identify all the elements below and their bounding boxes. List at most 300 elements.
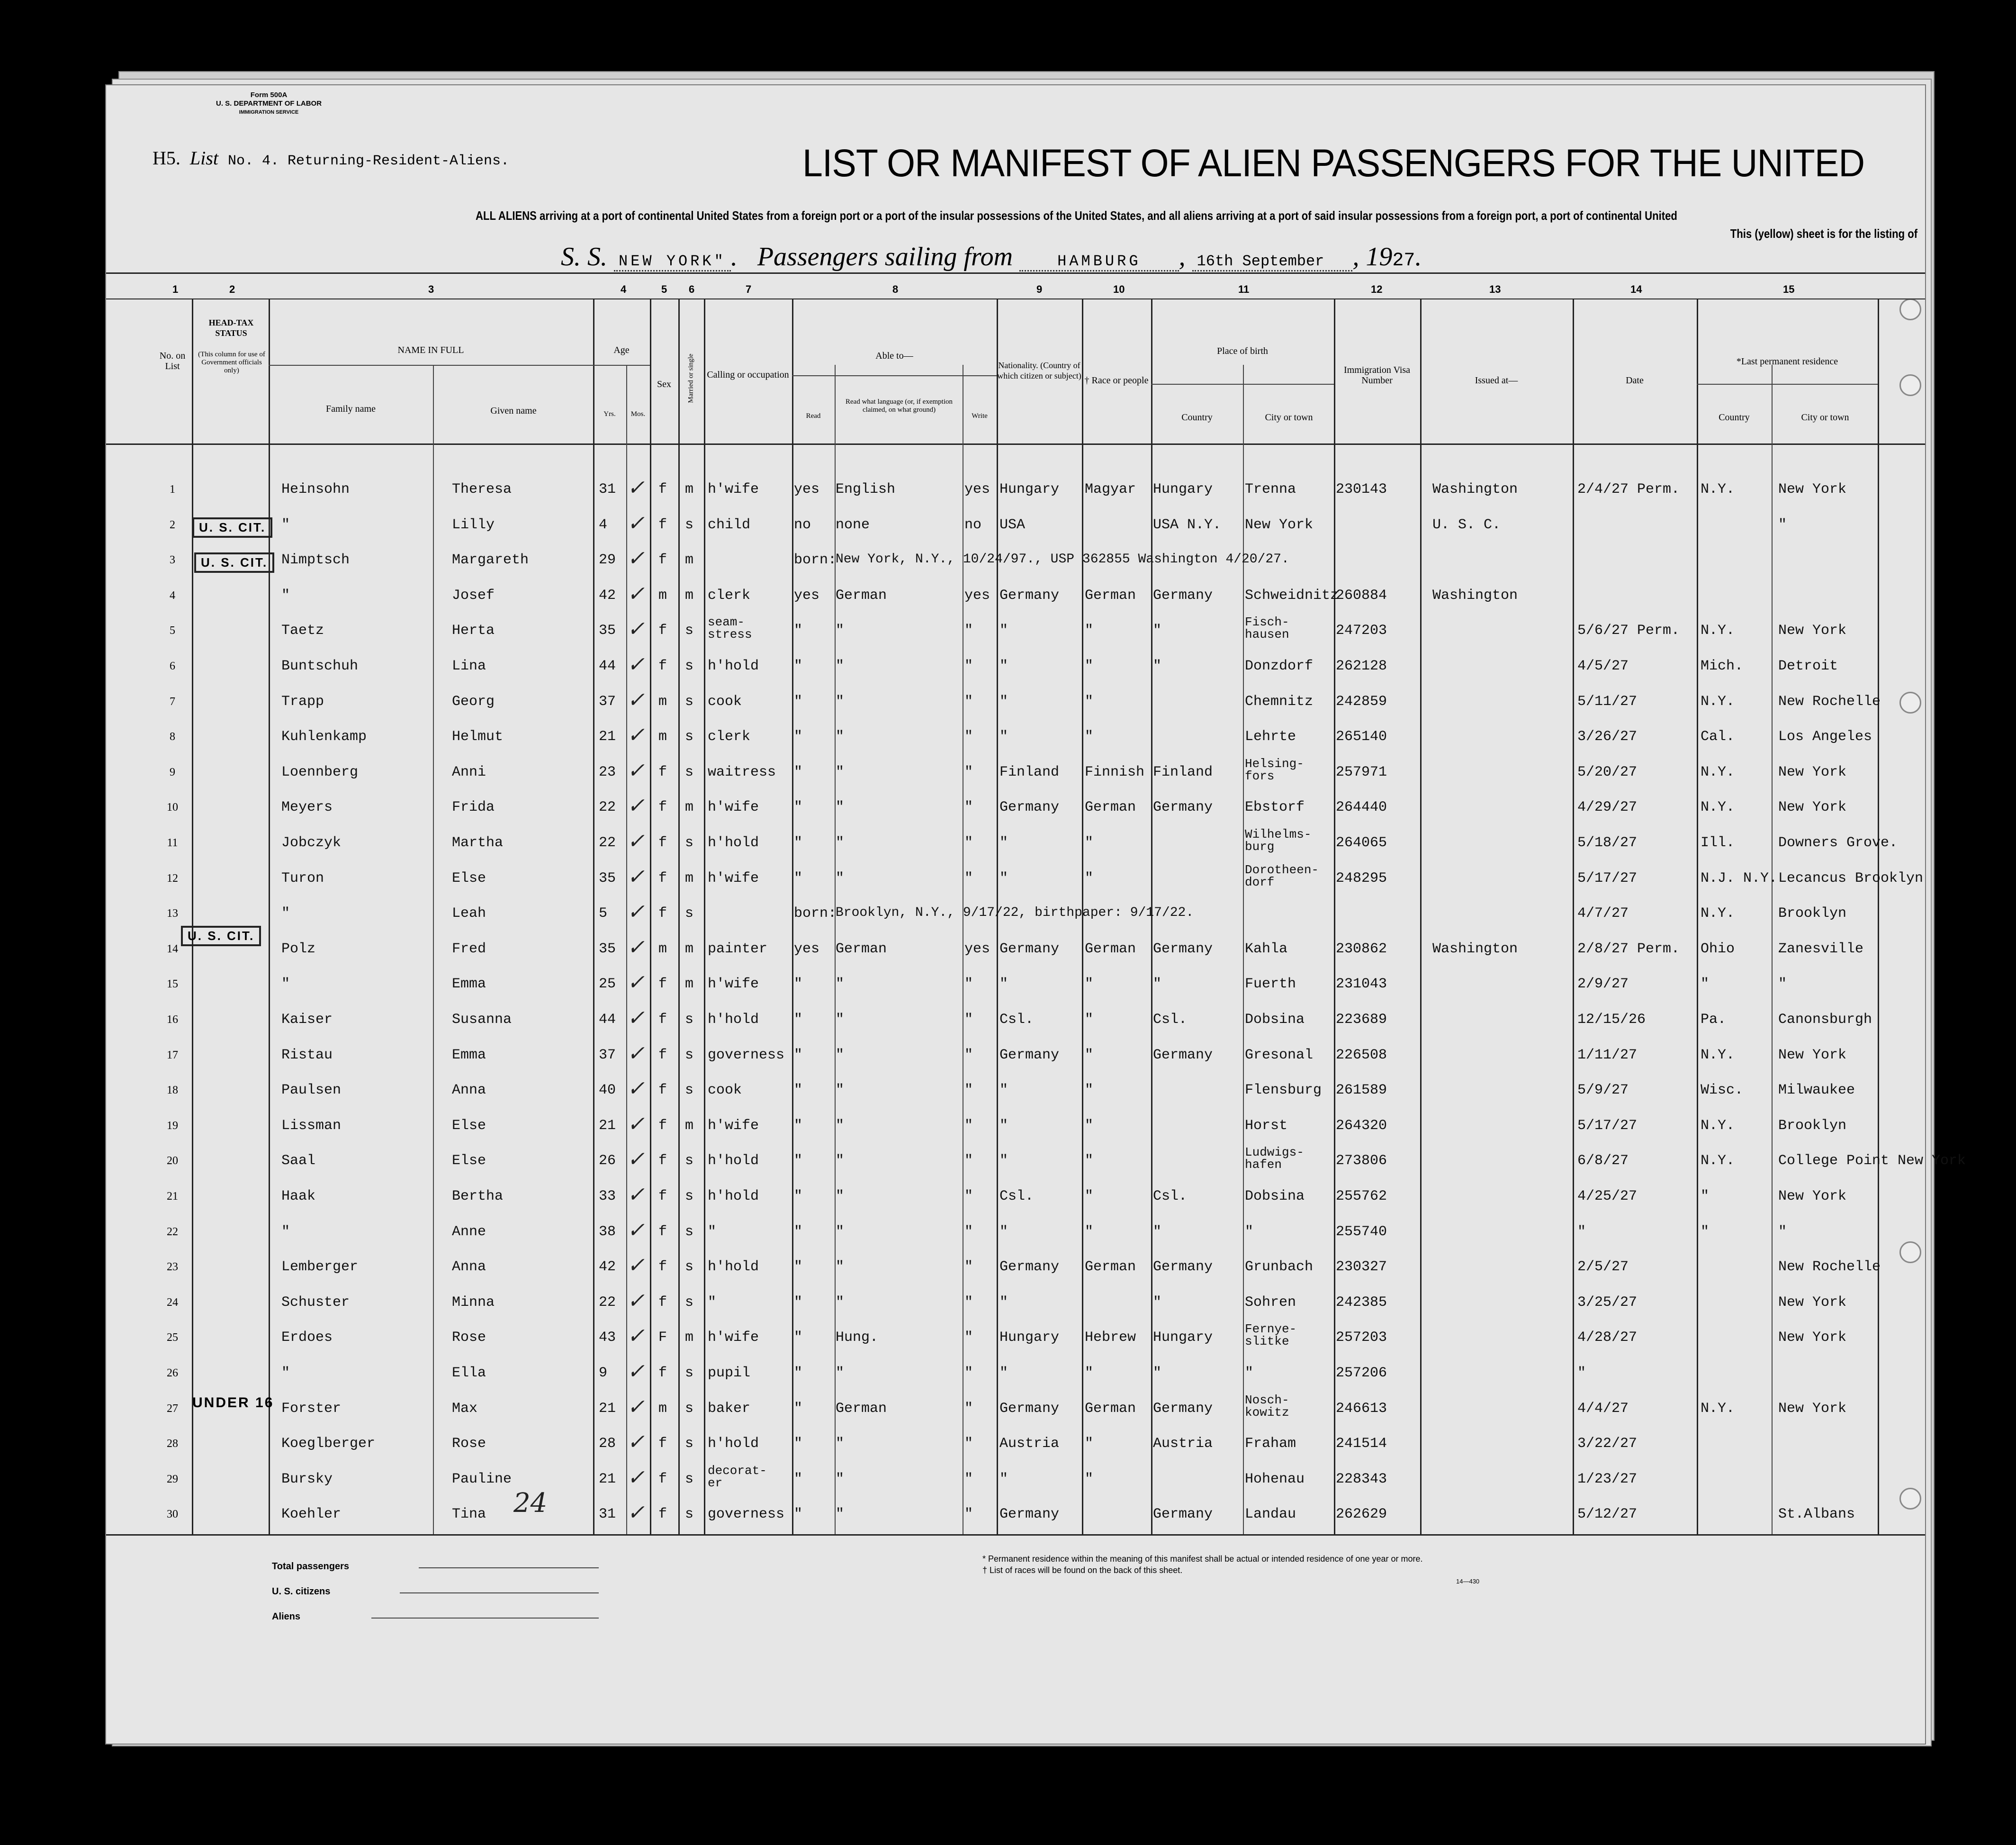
- header-write: Write: [972, 412, 988, 420]
- read-language-cell: ": [836, 976, 845, 993]
- age-cell: 33: [599, 1188, 616, 1204]
- binder-hole: [1899, 298, 1921, 320]
- visa-number-cell: 257203: [1336, 1329, 1387, 1346]
- date-cell: 2/4/27 Perm.: [1577, 481, 1680, 497]
- residence-country-cell: Ill.: [1701, 835, 1735, 851]
- check-mark-icon: ✓: [627, 1465, 645, 1490]
- age-cell: 21: [599, 1471, 616, 1487]
- visa-number-cell: 230143: [1336, 481, 1387, 497]
- row-number: 30: [167, 1508, 178, 1521]
- race-cell: ": [1085, 1188, 1094, 1204]
- visa-number-cell: 228343: [1336, 1471, 1387, 1487]
- departure-date: 16th September: [1192, 253, 1353, 271]
- write-cell: ": [964, 1259, 973, 1275]
- sex-cell: f: [658, 1365, 667, 1381]
- read-cell: ": [794, 764, 803, 780]
- write-cell: ": [964, 1471, 973, 1487]
- given-name-cell: Lina: [452, 658, 486, 674]
- visa-number-cell: 255740: [1336, 1223, 1387, 1240]
- sex-cell: F: [658, 1329, 667, 1346]
- header-issued-at: Issued at—: [1475, 375, 1518, 386]
- header-residence-city: City or town: [1801, 412, 1849, 423]
- check-mark-icon: ✓: [627, 1253, 645, 1278]
- column-rule: [192, 298, 193, 1535]
- read-language-cell: ": [836, 1506, 845, 1523]
- family-name-cell: Kuhlenkamp: [281, 729, 367, 745]
- age-cell: 29: [599, 552, 616, 569]
- sex-cell: f: [658, 976, 667, 993]
- read-cell: ": [794, 1117, 803, 1134]
- column-number: 5: [661, 283, 667, 295]
- date-cell: 4/4/27: [1577, 1400, 1629, 1417]
- write-cell: yes: [964, 587, 990, 604]
- header-place-of-birth: Place of birth: [1217, 346, 1268, 356]
- visa-number-cell: 264320: [1336, 1117, 1387, 1134]
- birth-country-cell: ": [1153, 1294, 1162, 1311]
- issued-at-cell: Washington: [1432, 481, 1518, 497]
- sex-cell: f: [658, 1259, 667, 1275]
- marital-status-cell: s: [685, 1223, 694, 1240]
- column-rule: [1697, 298, 1698, 1535]
- row-number: 11: [167, 837, 178, 849]
- write-cell: ": [964, 729, 973, 745]
- nationality-cell: ": [999, 976, 1008, 993]
- birth-city-cell: Landau: [1245, 1506, 1296, 1523]
- age-cell: 5: [599, 905, 608, 922]
- row-number: 1: [170, 483, 175, 496]
- visa-number-cell: 230327: [1336, 1259, 1387, 1275]
- birth-city-cell: Dorotheen- dorf: [1245, 862, 1319, 889]
- column-rule: [1334, 298, 1335, 1535]
- read-cell: ": [794, 1365, 803, 1381]
- marital-status-cell: s: [685, 1506, 694, 1523]
- given-name-cell: Anne: [452, 1223, 486, 1240]
- family-name-cell: Jobczyk: [281, 835, 342, 851]
- occupation-cell: ": [708, 1223, 717, 1240]
- given-name-cell: Else: [452, 870, 486, 886]
- given-name-cell: Ella: [452, 1365, 486, 1381]
- occupation-cell: child: [708, 516, 751, 533]
- header-date: Date: [1626, 375, 1644, 386]
- column-number: 6: [689, 283, 695, 295]
- binder-hole: [1899, 1488, 1921, 1510]
- date-cell: 4/29/27: [1577, 799, 1638, 816]
- row-number: 5: [170, 624, 175, 637]
- column-rule: [650, 298, 651, 1535]
- rule: [106, 1534, 1925, 1536]
- sex-cell: f: [658, 1117, 667, 1134]
- family-name-cell: Koeglberger: [281, 1436, 376, 1452]
- read-language-cell: Hung.: [836, 1329, 879, 1346]
- sex-cell: f: [658, 1294, 667, 1311]
- race-cell: German: [1085, 1259, 1136, 1275]
- residence-city-cell: St.Albans: [1778, 1506, 1855, 1523]
- residence-city-cell: Downers Grove.: [1778, 835, 1898, 851]
- family-name-cell: Ristau: [281, 1047, 333, 1063]
- check-mark-icon: ✓: [627, 829, 645, 853]
- given-name-cell: Else: [452, 1153, 486, 1169]
- read-language-cell: ": [836, 1365, 845, 1381]
- check-mark-icon: ✓: [627, 900, 645, 924]
- birth-country-cell: ": [1153, 658, 1162, 674]
- header-birth-country: Country: [1181, 412, 1213, 423]
- nationality-cell: USA: [999, 516, 1026, 533]
- rule: [792, 375, 997, 376]
- write-cell: ": [964, 1223, 973, 1240]
- date-cell: 5/17/27: [1577, 870, 1638, 886]
- row-number: 8: [170, 731, 175, 743]
- nationality-cell: ": [999, 1117, 1008, 1134]
- family-name-cell: Meyers: [281, 799, 333, 816]
- occupation-cell: cook: [708, 693, 742, 710]
- date-cell: 5/6/27 Perm.: [1577, 623, 1680, 639]
- read-cell: ": [794, 1047, 803, 1063]
- aliens-label: Aliens: [272, 1611, 301, 1622]
- row-number: 16: [167, 1013, 178, 1026]
- manifest-sheet: [105, 84, 1966, 1745]
- row-number: 26: [167, 1367, 178, 1379]
- residence-city-cell: Brooklyn: [1778, 1117, 1847, 1134]
- list-value: No. 4. Returning-Resident-Aliens.: [227, 153, 510, 169]
- occupation-cell: h'hold: [708, 1012, 759, 1028]
- visa-number-cell: 264440: [1336, 799, 1387, 816]
- given-name-cell: Fred: [452, 941, 486, 957]
- sex-cell: f: [658, 1047, 667, 1063]
- nationality-cell: ": [999, 658, 1008, 674]
- race-cell: ": [1085, 870, 1094, 886]
- date-cell: 12/15/26: [1577, 1012, 1646, 1028]
- read-cell: ": [794, 1259, 803, 1275]
- birth-country-cell: ": [1153, 623, 1162, 639]
- race-cell: Hebrew: [1085, 1329, 1136, 1346]
- check-mark-icon: ✓: [627, 1112, 645, 1136]
- row-number: 7: [170, 695, 175, 708]
- binder-hole: [1899, 374, 1921, 396]
- race-cell: ": [1085, 976, 1094, 993]
- read-cell: yes: [794, 941, 820, 957]
- date-cell: 2/8/27 Perm.: [1577, 941, 1680, 957]
- nationality-cell: Austria: [999, 1436, 1060, 1452]
- nationality-cell: ": [999, 693, 1008, 710]
- us-citizen-stamp: U. S. CIT.: [181, 926, 261, 946]
- header-residence-country: Country: [1719, 412, 1750, 423]
- date-cell: ": [1577, 1223, 1586, 1240]
- date-cell: 4/25/27: [1577, 1188, 1638, 1204]
- marital-status-cell: s: [685, 1400, 694, 1417]
- write-cell: ": [964, 1082, 973, 1099]
- column-number: 11: [1238, 283, 1250, 295]
- given-name-cell: Pauline: [452, 1471, 512, 1487]
- birth-city-cell: Flensburg: [1245, 1082, 1322, 1099]
- race-cell: ": [1085, 835, 1094, 851]
- row-number: 15: [167, 978, 178, 991]
- sex-cell: f: [658, 1506, 667, 1523]
- residence-city-cell: New York: [1778, 799, 1847, 816]
- read-language-cell: none: [836, 516, 870, 533]
- birth-city-cell: Grunbach: [1245, 1259, 1314, 1275]
- column-number: 9: [1036, 283, 1043, 295]
- read-language-cell: ": [836, 1294, 845, 1311]
- date-cell: 2/9/27: [1577, 976, 1629, 993]
- residence-city-cell: Zanesville: [1778, 941, 1864, 957]
- column-rule: [1878, 298, 1879, 1535]
- binder-hole: [1899, 1241, 1921, 1263]
- family-name-cell: ": [281, 516, 290, 533]
- us-citizen-stamp: U. S. CIT.: [192, 517, 272, 538]
- nationality-cell: ": [999, 1223, 1008, 1240]
- marital-status-cell: s: [685, 1012, 694, 1028]
- residence-country-cell: ": [1701, 1188, 1710, 1204]
- list-prefix: H5.: [153, 147, 180, 169]
- header-nationality: Nationality. (Country of which citizen or subject): [997, 361, 1081, 380]
- family-name-cell: Saal: [281, 1153, 316, 1169]
- check-mark-icon: ✓: [627, 581, 645, 606]
- residence-country-cell: N.J. N.Y.: [1701, 870, 1778, 886]
- marital-status-cell: s: [685, 693, 694, 710]
- given-name-cell: Rose: [452, 1329, 486, 1346]
- date-cell: 4/7/27: [1577, 905, 1629, 922]
- header-birth-city: City or town: [1265, 412, 1313, 423]
- residence-city-cell: Canonsburgh: [1778, 1012, 1872, 1028]
- given-name-cell: Anna: [452, 1082, 486, 1099]
- birth-city-cell: Kahla: [1245, 941, 1288, 957]
- residence-city-cell: New York: [1778, 481, 1847, 497]
- check-mark-icon: ✓: [627, 1147, 645, 1172]
- birth-country-cell: Germany: [1153, 1400, 1213, 1417]
- occupation-cell: clerk: [708, 587, 751, 604]
- age-cell: 42: [599, 1259, 616, 1275]
- sex-cell: f: [658, 870, 667, 886]
- birth-city-cell: Lehrte: [1245, 729, 1296, 745]
- issued-at-cell: Washington: [1432, 587, 1518, 604]
- age-cell: 40: [599, 1082, 616, 1099]
- us-citizens-label: U. S. citizens: [272, 1586, 331, 1597]
- read-language-cell: ": [836, 1471, 845, 1487]
- family-name-cell: ": [281, 976, 290, 993]
- write-cell: ": [964, 1047, 973, 1063]
- footnotes: [982, 1553, 1479, 1587]
- check-mark-icon: ✓: [627, 794, 645, 818]
- given-name-cell: Max: [452, 1400, 478, 1417]
- read-language-cell: ": [836, 870, 845, 886]
- visa-number-cell: 241514: [1336, 1436, 1387, 1452]
- read-language-cell: ": [836, 1153, 845, 1169]
- given-name-cell: Emma: [452, 976, 486, 993]
- read-language-cell: ": [836, 1117, 845, 1134]
- read-cell: ": [794, 729, 803, 745]
- occupation-cell: h'hold: [708, 1436, 759, 1452]
- form-service: IMMIGRATION SERVICE: [239, 109, 299, 115]
- race-cell: Magyar: [1085, 481, 1136, 497]
- read-cell: born:: [794, 552, 837, 569]
- birth-city-cell: Fisch- hausen: [1245, 615, 1289, 642]
- read-cell: ": [794, 1294, 803, 1311]
- column-rule: [792, 298, 793, 1535]
- rule: [593, 365, 650, 366]
- birth-city-cell: ": [1245, 1365, 1254, 1381]
- sex-cell: f: [658, 764, 667, 780]
- header-no-on-list: No. on List: [159, 351, 186, 371]
- total-line: [419, 1567, 599, 1568]
- form-code: 14—430: [1456, 1578, 1480, 1585]
- residence-city-cell: Milwaukee: [1778, 1082, 1855, 1099]
- race-cell: ": [1085, 1047, 1094, 1063]
- birth-city-cell: Fraham: [1245, 1436, 1296, 1452]
- family-name-cell: Paulsen: [281, 1082, 342, 1099]
- citizens-line: [400, 1592, 599, 1593]
- age-cell: 44: [599, 658, 616, 674]
- marital-status-cell: s: [685, 1259, 694, 1275]
- occupation-cell: h'hold: [708, 1259, 759, 1275]
- write-cell: ": [964, 693, 973, 710]
- race-cell: Finnish: [1085, 764, 1145, 780]
- visa-number-cell: 230862: [1336, 941, 1387, 957]
- residence-country-cell: Pa.: [1701, 1012, 1727, 1028]
- visa-number-cell: 261589: [1336, 1082, 1387, 1099]
- marital-status-cell: m: [685, 587, 694, 604]
- sex-cell: f: [658, 835, 667, 851]
- visa-number-cell: 247203: [1336, 623, 1387, 639]
- birth-country-cell: Germany: [1153, 799, 1213, 816]
- check-mark-icon: ✓: [627, 1394, 645, 1419]
- row-number: 10: [167, 801, 178, 814]
- year-value: 27: [1392, 250, 1415, 271]
- given-name-cell: Helmut: [452, 729, 504, 745]
- occupation-cell: h'wife: [708, 481, 759, 497]
- family-name-cell: ": [281, 1223, 290, 1240]
- nationality-cell: ": [999, 1365, 1008, 1381]
- sex-cell: m: [658, 1400, 667, 1417]
- visa-number-cell: 264065: [1336, 835, 1387, 851]
- check-mark-icon: ✓: [627, 758, 645, 783]
- column-number: 4: [621, 283, 627, 295]
- check-mark-icon: ✓: [627, 1076, 645, 1101]
- race-cell: German: [1085, 941, 1136, 957]
- date-cell: 4/28/27: [1577, 1329, 1638, 1346]
- given-name-cell: Margareth: [452, 552, 529, 569]
- date-cell: 2/5/27: [1577, 1259, 1629, 1275]
- occupation-cell: clerk: [708, 729, 751, 745]
- issued-at-cell: Washington: [1432, 941, 1518, 957]
- birth-city-cell: Chemnitz: [1245, 693, 1314, 710]
- family-name-cell: Koehler: [281, 1506, 342, 1523]
- read-language-cell: ": [836, 799, 845, 816]
- family-name-cell: Erdoes: [281, 1329, 333, 1346]
- page-subtitle-2: This (yellow) sheet is for the listing of: [1730, 226, 1917, 241]
- write-cell: ": [964, 799, 973, 816]
- birth-city-cell: Sohren: [1245, 1294, 1296, 1311]
- visa-number-cell: 257206: [1336, 1365, 1387, 1381]
- row-number: 12: [167, 872, 178, 885]
- sex-cell: m: [658, 693, 667, 710]
- marital-status-cell: s: [685, 1365, 694, 1381]
- sex-cell: f: [658, 905, 667, 922]
- age-cell: 35: [599, 870, 616, 886]
- write-cell: ": [964, 658, 973, 674]
- column-number: 7: [746, 283, 752, 295]
- age-cell: 37: [599, 1047, 616, 1063]
- write-cell: ": [964, 1400, 973, 1417]
- row-number: 29: [167, 1473, 178, 1485]
- birth-country-cell: ": [1153, 976, 1162, 993]
- residence-country-cell: N.Y.: [1701, 1117, 1735, 1134]
- residence-city-cell: ": [1778, 1223, 1787, 1240]
- birth-country-cell: Csl.: [1153, 1188, 1188, 1204]
- occupation-cell: decorat- er: [708, 1463, 767, 1490]
- marital-status-cell: s: [685, 905, 694, 922]
- write-cell: ": [964, 764, 973, 780]
- write-cell: ": [964, 870, 973, 886]
- footnote-races: † List of races will be found on the back of this sheet.: [982, 1565, 1183, 1575]
- residence-country-cell: N.Y.: [1701, 905, 1735, 922]
- column-rule: [1772, 365, 1773, 1535]
- marital-status-cell: m: [685, 870, 694, 886]
- column-number: 12: [1371, 283, 1383, 295]
- read-language-cell: ": [836, 1436, 845, 1452]
- check-mark-icon: ✓: [627, 1183, 645, 1207]
- age-cell: 23: [599, 764, 616, 780]
- age-cell: 44: [599, 1012, 616, 1028]
- sex-cell: f: [658, 623, 667, 639]
- sex-cell: m: [658, 729, 667, 745]
- residence-country-cell: N.Y.: [1701, 623, 1735, 639]
- family-name-cell: Polz: [281, 941, 316, 957]
- marital-status-cell: s: [685, 729, 694, 745]
- race-cell: ": [1085, 1365, 1094, 1381]
- read-cell: ": [794, 976, 803, 993]
- row-number: 23: [167, 1261, 178, 1274]
- given-name-cell: Leah: [452, 905, 486, 922]
- marital-status-cell: m: [685, 799, 694, 816]
- birth-city-cell: Horst: [1245, 1117, 1288, 1134]
- column-rule: [1243, 365, 1244, 1535]
- residence-country-cell: Cal.: [1701, 729, 1735, 745]
- date-cell: 5/18/27: [1577, 835, 1638, 851]
- header-family-name: Family name: [326, 404, 376, 414]
- race-cell: German: [1085, 1400, 1136, 1417]
- nationality-cell: Germany: [999, 1506, 1060, 1523]
- row-number: 28: [167, 1438, 178, 1450]
- date-cell: 1/23/27: [1577, 1471, 1638, 1487]
- form-number: Form 500A: [250, 91, 288, 99]
- write-cell: ": [964, 1117, 973, 1134]
- marital-status-cell: s: [685, 1082, 694, 1099]
- read-cell: ": [794, 1400, 803, 1417]
- row-number: 14: [167, 942, 178, 955]
- read-language-cell: German: [836, 587, 887, 604]
- age-cell: 4: [599, 516, 608, 533]
- departure-port: HAMBURG: [1019, 253, 1179, 271]
- marital-status-cell: s: [685, 1471, 694, 1487]
- form-department: U. S. DEPARTMENT OF LABOR: [216, 99, 322, 108]
- read-language-cell: ": [836, 764, 845, 780]
- residence-country-cell: ": [1701, 1223, 1710, 1240]
- family-name-cell: Nimptsch: [281, 552, 350, 569]
- family-name-cell: Loennberg: [281, 764, 359, 780]
- date-cell: 5/9/27: [1577, 1082, 1629, 1099]
- row-number: 13: [167, 907, 178, 920]
- rule: [106, 272, 1925, 274]
- ship-name: NEW YORK": [614, 253, 731, 271]
- race-cell: German: [1085, 587, 1136, 604]
- occupation-cell: h'wife: [708, 799, 759, 816]
- given-name-cell: Else: [452, 1117, 486, 1134]
- read-language-cell: ": [836, 623, 845, 639]
- birth-country-cell: ": [1153, 1223, 1162, 1240]
- marital-status-cell: m: [685, 552, 694, 569]
- write-cell: ": [964, 1153, 973, 1169]
- given-name-cell: Theresa: [452, 481, 512, 497]
